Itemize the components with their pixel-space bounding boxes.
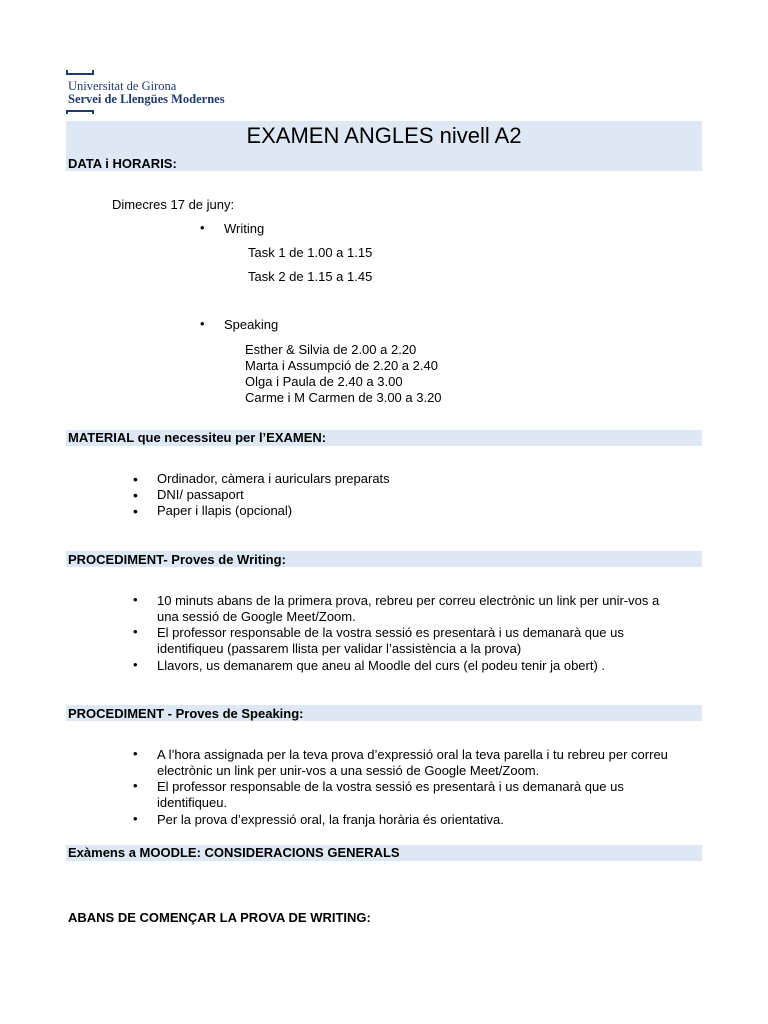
material-list [157,471,390,519]
heading-abans: ABANS DE COMENÇAR LA PROVA DE WRITING: [68,910,371,925]
heading-data-horaris: DATA i HORARIS: [68,156,177,171]
writing-proc-line-3: El professor responsable de la vostra sessió es presentarà i us demanarà que us [157,625,624,640]
speaking-label: Speaking [224,317,279,332]
bullet-icon: • [133,592,138,607]
bullet-icon: • [133,657,138,672]
writing-proc-line-5: Llavors, us demanarem que aneu al Moodle del curs (el podeu tenir ja obert) . [157,658,606,673]
exam-date: Dimecres 17 de juny: [112,197,235,212]
speaking-proc-line-5: Per la prova d’expressió oral, la franja horària és orientativa. [157,812,504,827]
logo-bottom-rule [66,110,94,112]
logo-service-name: Servei de Llengües Modernes [68,92,225,106]
writing-proc-line-1: 10 minuts abans de la primera prova, rebreu per correu electrònic un link per unir-vos a [157,593,660,608]
heading-procediment-writing: PROCEDIMENT- Proves de Writing: [68,552,286,567]
speaking-proc-line-2: electrònic un link per unir-vos a una sessió de Google Meet/Zoom. [157,763,540,778]
speaking-proc-line-1: A l’hora assignada per la teva prova d’expressió oral la teva parella i tu rebreu per correu [157,747,668,762]
list-item: • DNI/ passaport [157,487,390,503]
speaking-proc-line-3: El professor responsable de la vostra sessió es presentarà i us demanarà que us [157,779,624,794]
logo-top-rule [66,73,94,75]
bullet-icon: • [133,624,138,639]
heading-moodle: Exàmens a MOODLE: CONSIDERACIONS GENERALS [68,845,400,860]
writing-label: Writing [224,221,265,236]
speaking-slot-3: Olga i Paula de 2.40 a 3.00 [245,374,403,389]
list-item: • Paper i llapis (opcional) [157,503,390,519]
logo-university-name: Universitat de Girona [68,79,177,93]
university-logo [66,68,236,118]
writing-proc-line-4: identifiqueu (passarem llista per validar l’assistència a la prova) [157,641,522,656]
heading-material: MATERIAL que necessiteu per l’EXAMEN: [68,430,327,445]
list-item: • Ordinador, càmera i auriculars preparats [157,471,390,487]
bullet-icon: • [133,811,138,826]
bullet-icon: • [133,746,138,761]
heading-procediment-speaking: PROCEDIMENT - Proves de Speaking: [68,706,304,721]
speaking-slot-2: Marta i Assumpció de 2.20 a 2.40 [245,358,438,373]
writing-task-1: Task 1 de 1.00 a 1.15 [248,245,373,260]
bullet-icon: • [200,220,205,235]
speaking-slot-1: Esther & Silvia de 2.00 a 2.20 [245,342,417,357]
bullet-icon: • [133,778,138,793]
speaking-slot-4: Carme i M Carmen de 3.00 a 3.20 [245,390,442,405]
writing-task-2: Task 2 de 1.15 a 1.45 [248,269,373,284]
bullet-icon: • [200,316,205,331]
writing-proc-line-2: una sessió de Google Meet/Zoom. [157,609,356,624]
speaking-proc-line-4: identifiqueu. [157,795,228,810]
document-title: EXAMEN ANGLES nivell A2 [66,121,702,151]
